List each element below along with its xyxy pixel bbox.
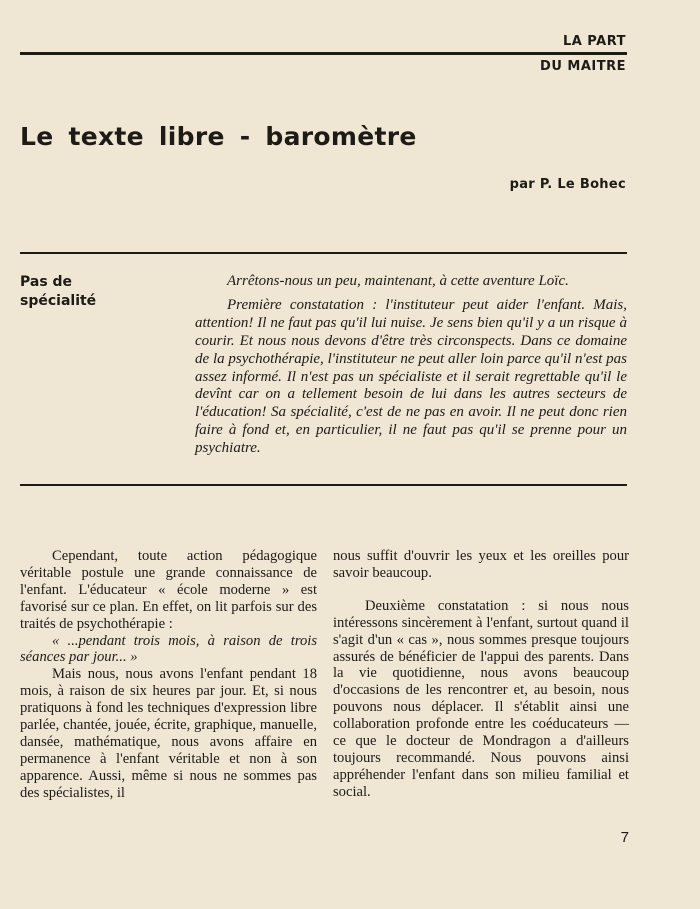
intro-paragraph: Première constatation : l'instituteur peut aider l'enfant. Mais, attention! Il ne faut pas qu'il lui nuise. Je sens bien qu'il y a un risque à courir. Et nous nous devons d'être très circonspects. Dans ce domaine de la psychothérapie, l'instituteur ne peut aller loin parce qu'il n'est pas assez informé. Il n'est pas un spécialiste et il serait regrettable qu'il le devînt car on a tellement besoin de lui dans les autres secteurs de l'éducation! Sa spécialité, c'est de ne pas en avoir. Il ne peut donc rien faire à fond et, en particulier, il ne faut pas qu'il se prenne pour un psychiatre. <box>195 296 627 457</box>
intro-paragraph: Arrêtons-nous un peu, maintenant, à cette aventure Loïc. <box>227 273 569 289</box>
article-title: Le texte libre - baromètre <box>20 122 417 151</box>
body-quote: « ...pendant trois mois, à raison de trois séances par jour... » <box>20 632 317 666</box>
section-label-line2: DU MAITRE <box>540 59 626 74</box>
intro-top-rule <box>20 252 627 254</box>
sidehead-line2: spécialité <box>20 293 97 309</box>
body-paragraph: Cependant, toute action pédagogique véritable postule une grande connaissance de l'enfant. L'éducateur « école moderne » est favorisé sur ce plan. En effet, on lit parfois sur des traités de psychothérapie : <box>20 548 317 632</box>
sidehead <box>20 273 140 311</box>
top-rule <box>20 52 627 55</box>
body-column-left <box>20 548 317 802</box>
section-label-line1: LA PART <box>562 34 626 49</box>
sidehead-line1: Pas de <box>20 274 73 290</box>
body-paragraph: nous suffit d'ouvrir les yeux et les oreilles pour savoir beaucoup. <box>333 548 629 581</box>
page-number: 7 <box>620 829 629 846</box>
intro-block <box>195 273 627 458</box>
article-byline: par P. Le Bohec <box>509 177 626 192</box>
body-paragraph: Mais nous, nous avons l'enfant pendant 18 mois, à raison de six heures par jour. Et, si nous pratiquons à fond les techniques d'expression libre parlée, chantée, jouée, écrite, graphique, manuelle, dansée, mathématique, nous avons affaire en permanence à l'enfant véritable et non à son apparence. Aussi, même si nous ne sommes pas des spécialistes, il <box>20 666 317 801</box>
body-paragraph: Deuxième constatation : si nous nous intéressons sincèrement à l'enfant, surtout quand il s'agit d'un « cas », nous sommes presque toujours assurés de bénéficier de l'appui des parents. Dans la vie quotidienne, nous avons beaucoup d'occasions de les rencontrer et, au besoin, nous pouvons nous déplacer. Il s'établit ainsi une collaboration profonde entre les coéducateurs — ce que le docteur de Mondragon a d'ailleurs toujours recommandé. Nous pouvons ainsi appréhender l'enfant dans son milieu familial et social. <box>333 597 629 800</box>
intro-bottom-rule <box>20 484 627 486</box>
body-column-right <box>333 548 629 801</box>
